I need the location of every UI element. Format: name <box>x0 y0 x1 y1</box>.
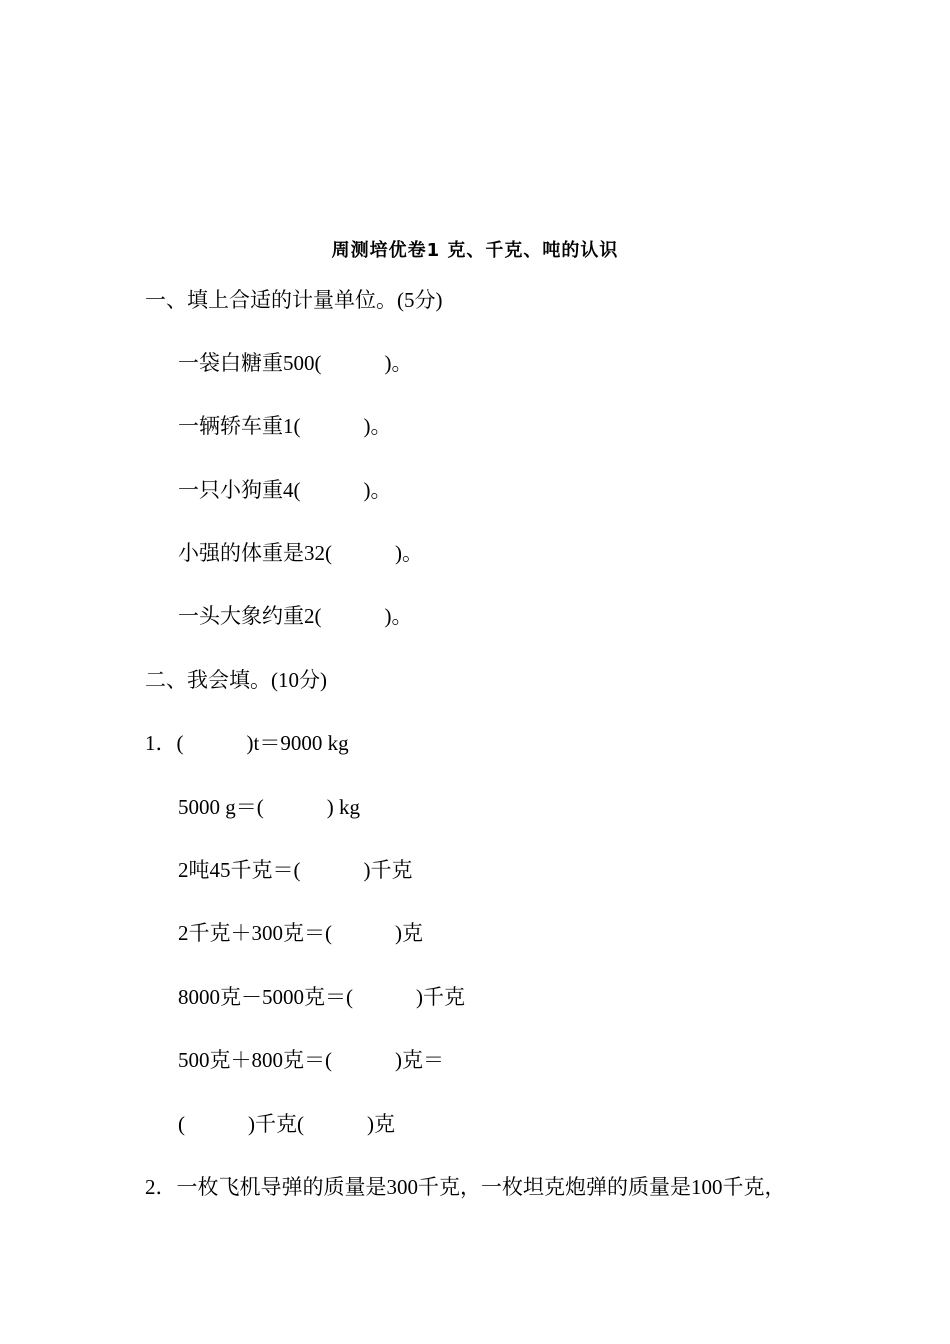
question-1-item-3: 2千克＋300克＝( )克 <box>178 921 423 945</box>
question-1-item-1: 5000 g＝( ) kg <box>178 795 360 819</box>
page-title: 周测培优卷1 克、千克、吨的认识 <box>331 240 619 261</box>
question-1-item-6: ( )千克( )克 <box>178 1112 395 1136</box>
question-1-item-4: 8000克－5000克＝( )千克 <box>178 985 465 1009</box>
question-1-first-line: 1．( )t＝9000 kg <box>145 731 349 755</box>
section-2-heading: 二、我会填。(10分) <box>145 668 327 692</box>
section-1-item-3: 一只小狗重4( )。 <box>178 478 392 502</box>
question-1-item-5: 500克＋800克＝( )克＝ <box>178 1048 444 1072</box>
question-2-line: 2．一枚飞机导弹的质量是300千克，一枚坦克炮弹的质量是100千克， <box>145 1175 786 1199</box>
section-1-item-2: 一辆轿车重1( )。 <box>178 414 392 438</box>
section-1-item-4: 小强的体重是32( )。 <box>178 541 423 565</box>
section-1-heading: 一、填上合适的计量单位。(5分) <box>145 288 443 312</box>
question-1-item-2: 2吨45千克＝( )千克 <box>178 858 413 882</box>
section-1-item-5: 一头大象约重2( )。 <box>178 604 413 628</box>
section-1-item-1: 一袋白糖重500( )。 <box>178 351 413 375</box>
